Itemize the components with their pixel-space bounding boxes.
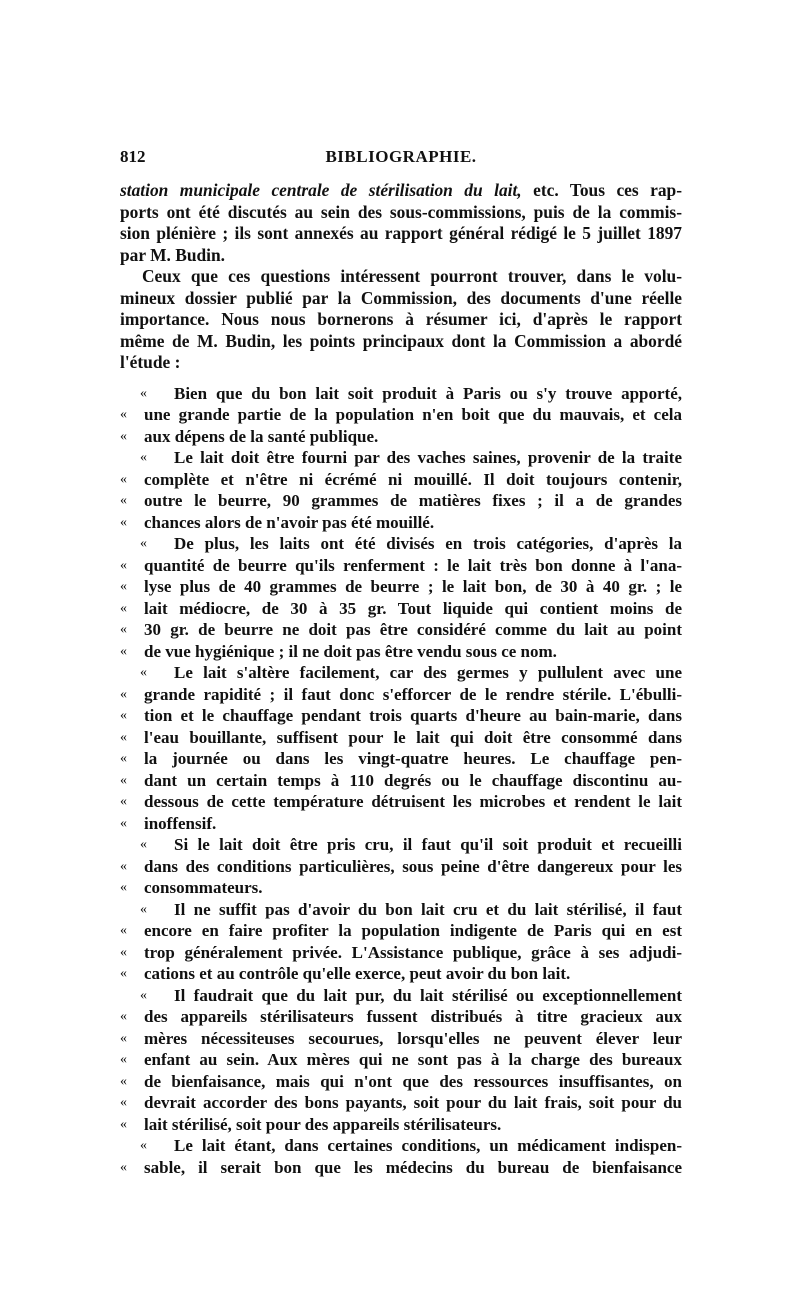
- quote-mark: «: [120, 772, 127, 788]
- quote-text: de vue hygiénique ; il ne doit pas être vendu sous ce nom.: [144, 641, 557, 661]
- quote-text: 30 gr. de beurre ne doit pas être considéré comme du lait au point: [144, 620, 682, 639]
- quote-text: Le lait s'altère facilement, car des germes y pullulent avec une: [174, 663, 682, 682]
- quote-line: [120, 899, 682, 921]
- quote-line: [120, 1114, 682, 1136]
- quote-mark: «: [120, 858, 127, 874]
- quote-line: [120, 877, 682, 899]
- quote-line: [120, 1006, 682, 1028]
- quote-mark: «: [120, 579, 127, 594]
- quote-mark: «: [120, 471, 127, 487]
- quote-line: [120, 770, 682, 792]
- quote-line: [120, 383, 682, 405]
- text-line: Ceux que ces questions intéressent pourront trouver, dans le volu-: [142, 266, 682, 286]
- quote-text: Bien que du bon lait soit produit à Paris ou s'y trouve apporté,: [174, 383, 682, 403]
- quote-line: [120, 856, 682, 878]
- quote-line: [120, 1049, 682, 1071]
- quote-line: [120, 1092, 682, 1114]
- quote-text: dant un certain temps à 110 degrés ou le chauffage discontinu au-: [144, 770, 682, 790]
- quote-line: [120, 942, 682, 964]
- quote-text: inoffensif.: [144, 813, 217, 833]
- quote-text: outre le beurre, 90 grammes de matières fixes ; il a de grandes: [144, 491, 682, 510]
- quote-mark: «: [120, 493, 127, 508]
- text-line: mineux dossier publié par la Commission, des documents d'une réelle: [120, 287, 682, 308]
- quote-mark: «: [140, 1138, 147, 1153]
- quote-mark: «: [120, 622, 127, 637]
- quote-mark: «: [120, 428, 127, 444]
- quote-mark: «: [120, 643, 127, 659]
- quote-text: quantité de beurre qu'ils renferment : le lait très bon donne à l'ana-: [144, 555, 682, 575]
- quote-line: [120, 705, 682, 727]
- quote-text: de bienfaisance, mais qui n'ont que des ressources insuffisantes, on: [144, 1071, 682, 1091]
- quote-line: [120, 1135, 682, 1157]
- quote-mark: «: [120, 880, 127, 895]
- quote-line: [120, 963, 682, 985]
- quote-line: [120, 813, 682, 835]
- quote-line: [120, 1071, 682, 1093]
- quote-line: [120, 619, 682, 641]
- quote-mark: «: [140, 450, 147, 465]
- quote-line: [120, 791, 682, 813]
- quote-text: encore en faire profiter la population indigente de Paris qui en est: [144, 921, 682, 940]
- quote-line: [120, 490, 682, 512]
- line-text: sion plénière ; ils sont annexés au rapport général rédigé le 5 juillet 1897: [120, 223, 682, 243]
- running-head: BIBLIOGRAPHIE.: [325, 147, 477, 166]
- page-header: [120, 147, 682, 169]
- line-text: ports ont été discutés au sein des sous-commissions, puis de la commis-: [120, 201, 682, 222]
- quote-text: l'eau bouillante, suffisent pour le lait qui doit être consommé dans: [144, 727, 682, 747]
- quote-mark: «: [120, 729, 127, 745]
- line-text: etc. Tous ces rap-: [521, 180, 682, 200]
- quote-line: [120, 598, 682, 620]
- quote-text: complète et n'être ni écrémé ni mouillé. Il doit toujours contenir,: [144, 469, 682, 489]
- quote-line: [120, 426, 682, 448]
- quote-mark: «: [120, 1159, 127, 1175]
- quote-mark: «: [120, 1095, 127, 1110]
- text-line: même de M. Budin, les points principaux dont la Commission a abordé: [120, 330, 682, 351]
- quote-text: enfant au sein. Aux mères qui ne sont pas à la charge des bureaux: [144, 1050, 682, 1069]
- text-line: [120, 201, 682, 223]
- quote-text: Il ne suffit pas d'avoir du bon lait cru et du lait stérilisé, il faut: [174, 899, 682, 919]
- quote-text: Le lait étant, dans certaines conditions, un médicament indispen-: [174, 1136, 682, 1155]
- quote-line: [120, 469, 682, 491]
- quote-text: lyse plus de 40 grammes de beurre ; le lait bon, de 30 à 40 gr. ; le: [144, 577, 682, 596]
- quote-line: [120, 447, 682, 469]
- quote-line: [120, 920, 682, 942]
- quote-mark: «: [120, 1073, 127, 1089]
- quote-text: lait stérilisé, soit pour des appareils stérilisateurs.: [144, 1114, 502, 1134]
- quote-mark: «: [140, 901, 147, 917]
- quote-text: des appareils stérilisateurs fussent distribués à titre gracieux aux: [144, 1007, 682, 1026]
- quote-mark: «: [120, 708, 127, 723]
- quote-mark: «: [120, 966, 127, 981]
- quote-mark: «: [120, 815, 127, 831]
- quote-text: une grande partie de la population n'en boit que du mauvais, et cela: [144, 405, 682, 424]
- quote-mark: «: [120, 923, 127, 938]
- text-line: importance. Nous nous bornerons à résumer ici, d'après le rapport: [120, 309, 682, 329]
- quote-line: [120, 576, 682, 598]
- quote-line: [120, 684, 682, 706]
- quote-text: chances alors de n'avoir pas été mouillé.: [144, 512, 435, 532]
- quote-text: dessous de cette température détruisent les microbes et rendent le lait: [144, 792, 682, 811]
- quote-mark: «: [140, 665, 147, 680]
- text-line: l'étude :: [120, 352, 181, 372]
- quote-text: aux dépens de la santé publique.: [144, 426, 379, 446]
- quote-text: la journée ou dans les vingt-quatre heures. Le chauffage pen-: [144, 749, 682, 768]
- quote-mark: «: [120, 1052, 127, 1067]
- quote-line: [120, 1157, 682, 1179]
- quote-line: [120, 641, 682, 663]
- quote-mark: «: [120, 1009, 127, 1024]
- text-line: [120, 244, 682, 266]
- quote-text: tion et le chauffage pendant trois quarts d'heure au bain-marie, dans: [144, 706, 682, 725]
- quote-mark: «: [120, 600, 127, 616]
- text-line: [120, 222, 682, 244]
- quote-line: [120, 512, 682, 534]
- quote-mark: «: [120, 407, 127, 422]
- italic-text: station municipale centrale de stérilisation du lait,: [120, 180, 522, 200]
- quote-line: [120, 727, 682, 749]
- quote-line: [120, 555, 682, 577]
- quote-mark: «: [140, 536, 147, 551]
- quote-text: trop généralement privée. L'Assistance publique, grâce à ses adjudi-: [144, 942, 682, 962]
- quote-line: [120, 404, 682, 426]
- quote-line: [120, 834, 682, 856]
- quote-text: dans des conditions particulières, sous peine d'être dangereux pour les: [144, 856, 682, 876]
- quote-mark: «: [120, 794, 127, 809]
- quote-text: Il faudrait que du lait pur, du lait stérilisé ou exceptionnellement: [174, 985, 682, 1005]
- quote-mark: «: [140, 987, 147, 1003]
- quote-mark: «: [120, 751, 127, 766]
- quote-text: mères nécessiteuses secourues, lorsqu'elles ne peuvent élever leur: [144, 1028, 682, 1048]
- quote-text: Le lait doit être fourni par des vaches saines, provenir de la traite: [174, 448, 682, 467]
- quote-mark: «: [140, 385, 147, 401]
- quote-text: devrait accorder des bons payants, soit pour du lait frais, soit pour du: [144, 1093, 682, 1112]
- page-number: 812: [120, 147, 146, 166]
- quote-line: [120, 748, 682, 770]
- quote-mark: «: [120, 1030, 127, 1046]
- quote-text: grande rapidité ; il faut donc s'efforcer de le rendre stérile. L'ébulli-: [144, 684, 682, 704]
- quote-text: consommateurs.: [144, 878, 263, 897]
- quote-mark: «: [120, 686, 127, 702]
- quote-mark: «: [120, 514, 127, 530]
- quote-line: [120, 662, 682, 684]
- quote-mark: «: [140, 837, 147, 852]
- quote-mark: «: [120, 1116, 127, 1132]
- quote-line: [120, 533, 682, 555]
- quote-text: lait médiocre, de 30 à 35 gr. Tout liquide qui contient moins de: [144, 598, 682, 618]
- quote-mark: «: [120, 557, 127, 573]
- quote-text: sable, il serait bon que les médecins du bureau de bienfaisance: [144, 1157, 682, 1177]
- quote-line: [120, 985, 682, 1007]
- quote-text: Si le lait doit être pris cru, il faut qu'il soit produit et recueilli: [174, 835, 682, 854]
- quote-mark: «: [120, 944, 127, 960]
- text-line: [120, 179, 682, 201]
- quote-text: De plus, les laits ont été divisés en trois catégories, d'après la: [174, 534, 682, 553]
- line-text: par M. Budin.: [120, 244, 226, 265]
- quote-text: cations et au contrôle qu'elle exerce, peut avoir du bon lait.: [144, 964, 571, 983]
- quote-line: [120, 1028, 682, 1050]
